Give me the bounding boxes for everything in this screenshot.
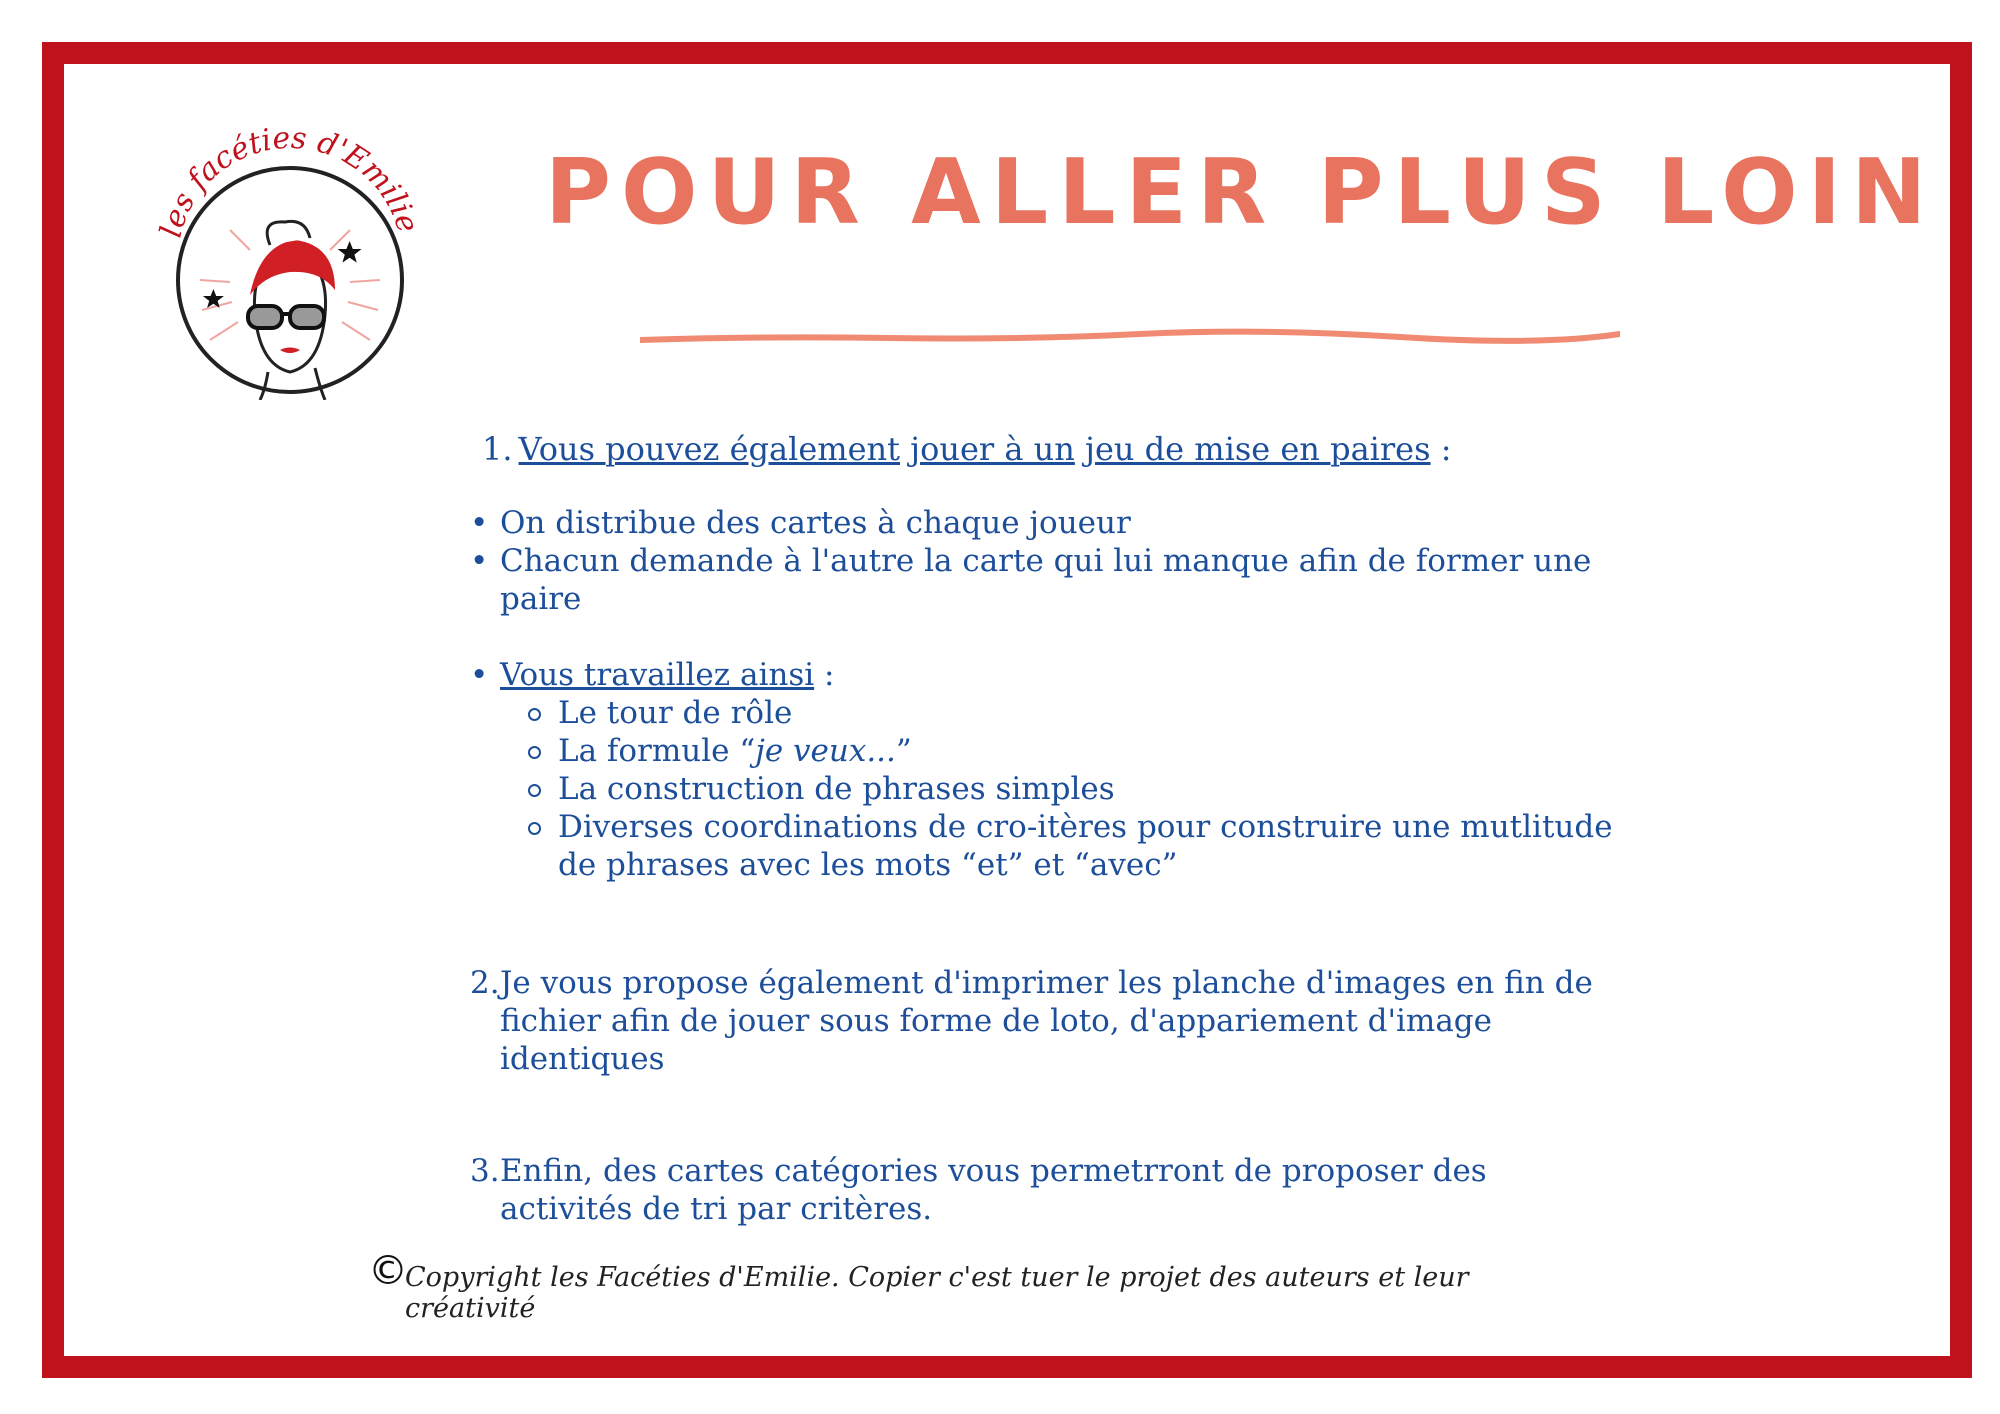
list-item	[528, 732, 1620, 770]
page-title: POUR ALLER PLUS LOIN	[545, 140, 1937, 245]
section1-heading-part1: Vous pouvez également	[518, 430, 900, 468]
woman-with-headscarf-icon	[150, 110, 430, 400]
list-item: La construction de phrases simples	[528, 770, 1620, 808]
title-underline-stroke	[640, 328, 1620, 348]
work-sublist	[470, 694, 1620, 884]
section3-number: 3.	[470, 1153, 500, 1189]
formula-open: La formule “	[558, 733, 756, 769]
work-label: Vous travaillez ainsi	[500, 657, 815, 693]
copyright-icon: ©	[368, 1248, 408, 1294]
work-list	[470, 656, 1620, 694]
brand-logo	[150, 110, 430, 400]
section1-heading	[482, 430, 1620, 468]
section3	[470, 1152, 1620, 1228]
section2	[470, 964, 1620, 1078]
list-item: • Chacun demande à l'autre la carte qui lui manque afin de former une paire	[470, 542, 1620, 618]
main-content	[470, 430, 1620, 1228]
section1-heading-suffix: :	[1430, 430, 1452, 468]
copyright-text: Copyright les Facéties d'Emilie. Copier c'est tuer le projet des auteurs et leur créativité	[405, 1262, 1469, 1324]
section1-bullets	[470, 504, 1620, 618]
list-item: Diverses coordinations de cro-itères pour construire une mutlitude de phrases avec les mots “et” et “avec”	[528, 808, 1620, 884]
section2-number: 2.	[470, 965, 500, 1001]
svg-text:les facéties d'Emilie: les facéties d'Emilie	[153, 120, 426, 241]
section1-heading-part2: jouer à un	[910, 430, 1075, 468]
work-heading	[470, 656, 1620, 694]
work-suffix: :	[814, 657, 835, 693]
section1-number: 1.	[482, 430, 513, 468]
list-item: • On distribue des cartes à chaque joueur	[470, 504, 1620, 542]
section1-heading-part3: jeu de mise en paires	[1085, 430, 1431, 468]
formula-close: ”	[895, 733, 912, 769]
section2-text: Je vous propose également d'imprimer les planche d'images en fin de fichier afin de jouer sous forme de loto, d'appariement d'image identiques	[500, 965, 1593, 1077]
list-item: Le tour de rôle	[528, 694, 1620, 732]
formula-italic: je veux...	[755, 733, 896, 769]
section3-text: Enfin, des cartes catégories vous permetrront de proposer des activités de tri par critères.	[500, 1153, 1487, 1227]
